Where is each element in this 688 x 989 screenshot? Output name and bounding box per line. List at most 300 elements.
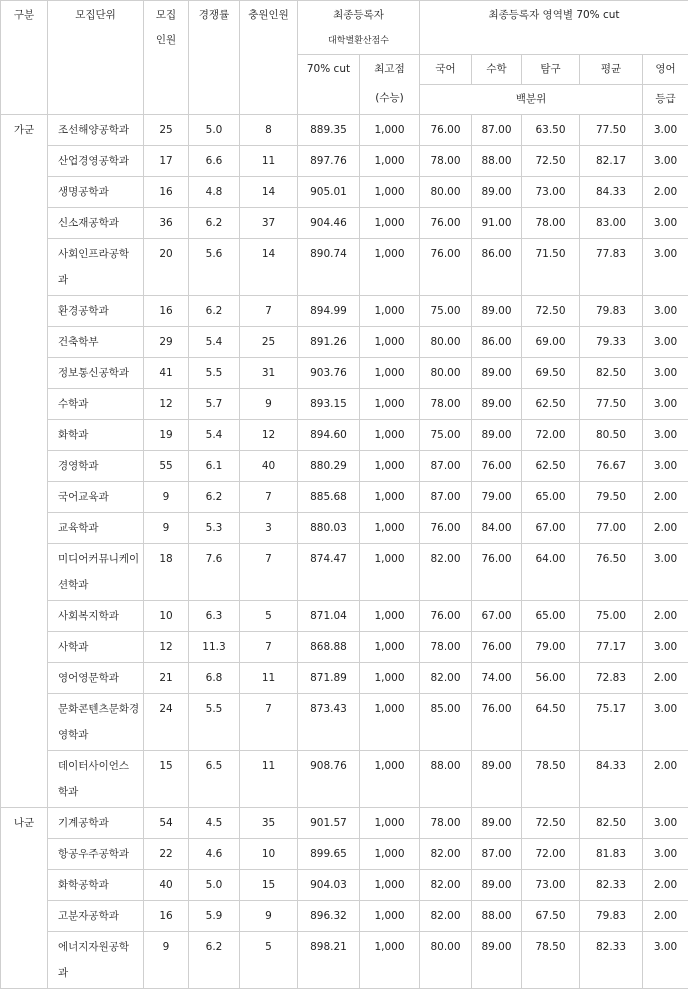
unit-name [48, 420, 144, 451]
max-cell: 1,000 [360, 901, 420, 932]
korean-cell: 82.00 [420, 839, 472, 870]
math-cell: 76.00 [472, 632, 522, 663]
table-row [1, 513, 688, 544]
math-cell: 74.00 [472, 663, 522, 694]
english-cell: 3.00 [643, 808, 688, 839]
unit-name-line: 교육학과 [58, 522, 99, 534]
cut70-cell: 896.32 [298, 901, 360, 932]
extra-cell: 11 [240, 146, 298, 177]
ratio-cell: 5.5 [189, 694, 240, 751]
english-cell: 3.00 [643, 239, 688, 296]
quota-cell: 29 [144, 327, 189, 358]
math-cell: 89.00 [472, 358, 522, 389]
avg-cell: 82.33 [580, 870, 643, 901]
table-row [1, 901, 688, 932]
max-cell: 1,000 [360, 177, 420, 208]
header-avg: 평균 [580, 55, 643, 85]
header-unit: 모집단위 [48, 1, 144, 115]
inquiry-cell: 79.00 [522, 632, 580, 663]
table-row [1, 451, 688, 482]
math-cell: 89.00 [472, 296, 522, 327]
inquiry-cell: 67.00 [522, 513, 580, 544]
inquiry-cell: 78.50 [522, 932, 580, 989]
ratio-cell: 5.4 [189, 327, 240, 358]
max-cell: 1,000 [360, 296, 420, 327]
korean-cell: 76.00 [420, 601, 472, 632]
table-row [1, 296, 688, 327]
math-cell: 89.00 [472, 420, 522, 451]
quota-cell: 16 [144, 177, 189, 208]
table-row [1, 932, 688, 989]
quota-cell: 12 [144, 632, 189, 663]
max-cell: 1,000 [360, 115, 420, 146]
avg-cell: 79.83 [580, 296, 643, 327]
cut70-cell: 908.76 [298, 751, 360, 808]
cut70-cell: 901.57 [298, 808, 360, 839]
avg-cell: 82.33 [580, 932, 643, 989]
header-inquiry: 탐구 [522, 55, 580, 85]
unit-name [48, 177, 144, 208]
header-korean: 국어 [420, 55, 472, 85]
unit-name [48, 451, 144, 482]
inquiry-cell: 78.50 [522, 751, 580, 808]
unit-name [48, 601, 144, 632]
unit-name-line: 환경공학과 [58, 305, 109, 317]
inquiry-cell: 73.00 [522, 177, 580, 208]
max-cell: 1,000 [360, 208, 420, 239]
cut70-cell: 880.03 [298, 513, 360, 544]
quota-cell: 36 [144, 208, 189, 239]
header-percentile: 백분위 [420, 85, 643, 115]
unit-name [48, 482, 144, 513]
quota-cell: 15 [144, 751, 189, 808]
table-row [1, 632, 688, 663]
group-label: 가군 [1, 115, 48, 808]
ratio-cell: 6.2 [189, 932, 240, 989]
english-cell: 3.00 [643, 839, 688, 870]
quota-cell: 9 [144, 482, 189, 513]
unit-name-line: 션학과 [58, 579, 88, 591]
korean-cell: 78.00 [420, 808, 472, 839]
english-cell: 3.00 [643, 358, 688, 389]
max-cell: 1,000 [360, 808, 420, 839]
cut70-cell: 889.35 [298, 115, 360, 146]
extra-cell: 7 [240, 694, 298, 751]
english-cell: 3.00 [643, 451, 688, 482]
korean-cell: 75.00 [420, 296, 472, 327]
header-math: 수학 [472, 55, 522, 85]
avg-cell: 83.00 [580, 208, 643, 239]
extra-cell: 37 [240, 208, 298, 239]
inquiry-cell: 69.00 [522, 327, 580, 358]
header-gubun: 구분 [1, 1, 48, 115]
avg-cell: 77.50 [580, 115, 643, 146]
cut70-cell: 871.04 [298, 601, 360, 632]
extra-cell: 11 [240, 663, 298, 694]
quota-cell: 18 [144, 544, 189, 601]
ratio-cell: 4.5 [189, 808, 240, 839]
ratio-cell: 5.6 [189, 239, 240, 296]
max-cell: 1,000 [360, 358, 420, 389]
ratio-cell: 6.1 [189, 451, 240, 482]
inquiry-cell: 72.00 [522, 420, 580, 451]
header-english: 영어 [643, 55, 688, 85]
quota-cell: 24 [144, 694, 189, 751]
cut70-cell: 880.29 [298, 451, 360, 482]
extra-cell: 5 [240, 932, 298, 989]
avg-cell: 82.50 [580, 358, 643, 389]
avg-cell: 79.83 [580, 901, 643, 932]
cut70-cell: 890.74 [298, 239, 360, 296]
avg-cell: 75.00 [580, 601, 643, 632]
unit-name [48, 544, 144, 601]
ratio-cell: 5.0 [189, 870, 240, 901]
quota-cell: 40 [144, 870, 189, 901]
korean-cell: 76.00 [420, 208, 472, 239]
cut70-cell: 891.26 [298, 327, 360, 358]
table-row [1, 601, 688, 632]
unit-name-line: 항공우주공학과 [58, 848, 129, 860]
english-cell: 2.00 [643, 870, 688, 901]
quota-cell: 55 [144, 451, 189, 482]
english-cell: 2.00 [643, 601, 688, 632]
extra-cell: 8 [240, 115, 298, 146]
quota-cell: 16 [144, 901, 189, 932]
unit-name-line: 신소재공학과 [58, 217, 119, 229]
inquiry-cell: 64.50 [522, 694, 580, 751]
ratio-cell: 5.3 [189, 513, 240, 544]
quota-cell: 25 [144, 115, 189, 146]
english-cell: 3.00 [643, 420, 688, 451]
cut70-cell: 893.15 [298, 389, 360, 420]
unit-name-line: 화학과 [58, 429, 88, 441]
avg-cell: 80.50 [580, 420, 643, 451]
ratio-cell: 6.6 [189, 146, 240, 177]
english-cell: 2.00 [643, 482, 688, 513]
max-cell: 1,000 [360, 146, 420, 177]
max-cell: 1,000 [360, 694, 420, 751]
unit-name-line: 기계공학과 [58, 817, 109, 829]
table-body [1, 115, 688, 989]
max-cell: 1,000 [360, 239, 420, 296]
max-cell: 1,000 [360, 601, 420, 632]
unit-name [48, 513, 144, 544]
math-cell: 89.00 [472, 177, 522, 208]
table-row [1, 544, 688, 601]
max-cell: 1,000 [360, 751, 420, 808]
avg-cell: 75.17 [580, 694, 643, 751]
unit-name [48, 239, 144, 296]
quota-cell: 16 [144, 296, 189, 327]
ratio-cell: 6.2 [189, 482, 240, 513]
math-cell: 76.00 [472, 694, 522, 751]
inquiry-cell: 65.00 [522, 601, 580, 632]
avg-cell: 77.17 [580, 632, 643, 663]
unit-name-line: 학과 [58, 786, 78, 798]
korean-cell: 82.00 [420, 544, 472, 601]
avg-cell: 79.33 [580, 327, 643, 358]
header-final: 최종등록자 대학별환산점수 [298, 1, 420, 55]
extra-cell: 7 [240, 482, 298, 513]
avg-cell: 72.83 [580, 663, 643, 694]
extra-cell: 14 [240, 239, 298, 296]
korean-cell: 82.00 [420, 901, 472, 932]
unit-name-line: 생명공학과 [58, 186, 109, 198]
unit-name-line: 사회복지학과 [58, 610, 119, 622]
header-cut70: 70% cut [298, 55, 360, 115]
unit-name-line: 과 [58, 967, 68, 979]
unit-name-line: 에너지자원공학 [58, 941, 129, 953]
cut70-cell: 905.01 [298, 177, 360, 208]
quota-cell: 21 [144, 663, 189, 694]
unit-name-line: 문화콘텐츠문화경 [58, 703, 139, 715]
inquiry-cell: 65.00 [522, 482, 580, 513]
math-cell: 89.00 [472, 932, 522, 989]
inquiry-cell: 64.00 [522, 544, 580, 601]
ratio-cell: 5.7 [189, 389, 240, 420]
cut70-cell: 899.65 [298, 839, 360, 870]
avg-cell: 82.50 [580, 808, 643, 839]
table-header [1, 1, 688, 115]
korean-cell: 80.00 [420, 327, 472, 358]
unit-name [48, 839, 144, 870]
extra-cell: 12 [240, 420, 298, 451]
unit-name-line: 영어영문학과 [58, 672, 119, 684]
korean-cell: 76.00 [420, 115, 472, 146]
header-max: 최고점 (수능) [360, 55, 420, 115]
math-cell: 76.00 [472, 451, 522, 482]
ratio-cell: 6.8 [189, 663, 240, 694]
extra-cell: 7 [240, 296, 298, 327]
quota-cell: 22 [144, 839, 189, 870]
english-cell: 3.00 [643, 694, 688, 751]
quota-cell: 12 [144, 389, 189, 420]
english-cell: 3.00 [643, 544, 688, 601]
inquiry-cell: 78.00 [522, 208, 580, 239]
math-cell: 91.00 [472, 208, 522, 239]
cut70-cell: 874.47 [298, 544, 360, 601]
math-cell: 89.00 [472, 751, 522, 808]
unit-name [48, 146, 144, 177]
math-cell: 88.00 [472, 146, 522, 177]
ratio-cell: 5.0 [189, 115, 240, 146]
max-cell: 1,000 [360, 544, 420, 601]
ratio-cell: 5.9 [189, 901, 240, 932]
korean-cell: 87.00 [420, 451, 472, 482]
cut70-cell: 871.89 [298, 663, 360, 694]
header-grade: 등급 [643, 85, 688, 115]
ratio-cell: 11.3 [189, 632, 240, 663]
inquiry-cell: 73.00 [522, 870, 580, 901]
unit-name [48, 694, 144, 751]
unit-name [48, 808, 144, 839]
inquiry-cell: 72.00 [522, 839, 580, 870]
unit-name-line: 화학공학과 [58, 879, 109, 891]
unit-name-line: 고분자공학과 [58, 910, 119, 922]
unit-name [48, 327, 144, 358]
max-cell: 1,000 [360, 482, 420, 513]
inquiry-cell: 67.50 [522, 901, 580, 932]
inquiry-cell: 56.00 [522, 663, 580, 694]
extra-cell: 5 [240, 601, 298, 632]
table-row [1, 808, 688, 839]
max-cell: 1,000 [360, 451, 420, 482]
korean-cell: 82.00 [420, 663, 472, 694]
max-cell: 1,000 [360, 932, 420, 989]
unit-name [48, 632, 144, 663]
max-cell: 1,000 [360, 389, 420, 420]
english-cell: 3.00 [643, 146, 688, 177]
math-cell: 79.00 [472, 482, 522, 513]
math-cell: 76.00 [472, 544, 522, 601]
cut70-cell: 903.76 [298, 358, 360, 389]
korean-cell: 82.00 [420, 870, 472, 901]
extra-cell: 11 [240, 751, 298, 808]
inquiry-cell: 72.50 [522, 296, 580, 327]
quota-cell: 54 [144, 808, 189, 839]
quota-cell: 9 [144, 513, 189, 544]
korean-cell: 85.00 [420, 694, 472, 751]
korean-cell: 78.00 [420, 389, 472, 420]
math-cell: 67.00 [472, 601, 522, 632]
avg-cell: 77.83 [580, 239, 643, 296]
english-cell: 2.00 [643, 513, 688, 544]
avg-cell: 84.33 [580, 177, 643, 208]
ratio-cell: 4.8 [189, 177, 240, 208]
extra-cell: 31 [240, 358, 298, 389]
unit-name [48, 296, 144, 327]
cut70-cell: 904.46 [298, 208, 360, 239]
extra-cell: 15 [240, 870, 298, 901]
unit-name [48, 358, 144, 389]
extra-cell: 14 [240, 177, 298, 208]
math-cell: 86.00 [472, 327, 522, 358]
header-area70: 최종등록자 영역별 70% cut [420, 1, 688, 55]
extra-cell: 40 [240, 451, 298, 482]
cut70-cell: 868.88 [298, 632, 360, 663]
unit-name-line: 수학과 [58, 398, 88, 410]
korean-cell: 88.00 [420, 751, 472, 808]
korean-cell: 80.00 [420, 932, 472, 989]
group-label: 나군 [1, 808, 48, 989]
unit-name-line: 조선해양공학과 [58, 124, 129, 136]
inquiry-cell: 71.50 [522, 239, 580, 296]
english-cell: 2.00 [643, 177, 688, 208]
extra-cell: 35 [240, 808, 298, 839]
table-row [1, 239, 688, 296]
table-row [1, 358, 688, 389]
avg-cell: 77.00 [580, 513, 643, 544]
unit-name [48, 870, 144, 901]
english-cell: 3.00 [643, 208, 688, 239]
unit-name [48, 208, 144, 239]
quota-cell: 17 [144, 146, 189, 177]
table-row [1, 663, 688, 694]
extra-cell: 7 [240, 632, 298, 663]
ratio-cell: 4.6 [189, 839, 240, 870]
max-cell: 1,000 [360, 513, 420, 544]
ratio-cell: 6.2 [189, 296, 240, 327]
unit-name-line: 국어교육과 [58, 491, 109, 503]
english-cell: 3.00 [643, 115, 688, 146]
math-cell: 87.00 [472, 839, 522, 870]
table-row [1, 327, 688, 358]
table-row [1, 208, 688, 239]
english-cell: 3.00 [643, 632, 688, 663]
quota-cell: 41 [144, 358, 189, 389]
max-cell: 1,000 [360, 870, 420, 901]
avg-cell: 81.83 [580, 839, 643, 870]
english-cell: 2.00 [643, 751, 688, 808]
english-cell: 2.00 [643, 901, 688, 932]
table-row [1, 115, 688, 146]
unit-name-line: 과 [58, 274, 68, 286]
extra-cell: 7 [240, 544, 298, 601]
unit-name-line: 영학과 [58, 729, 88, 741]
max-cell: 1,000 [360, 663, 420, 694]
table-row [1, 420, 688, 451]
cut70-cell: 885.68 [298, 482, 360, 513]
cut70-cell: 897.76 [298, 146, 360, 177]
table-row [1, 694, 688, 751]
korean-cell: 78.00 [420, 146, 472, 177]
korean-cell: 87.00 [420, 482, 472, 513]
cut70-cell: 873.43 [298, 694, 360, 751]
unit-name [48, 389, 144, 420]
header-ratio: 경쟁률 [189, 1, 240, 115]
math-cell: 88.00 [472, 901, 522, 932]
ratio-cell: 6.5 [189, 751, 240, 808]
ratio-cell: 7.6 [189, 544, 240, 601]
unit-name [48, 932, 144, 989]
inquiry-cell: 62.50 [522, 451, 580, 482]
cut70-cell: 894.60 [298, 420, 360, 451]
unit-name-line: 산업경영공학과 [58, 155, 129, 167]
ratio-cell: 6.2 [189, 208, 240, 239]
english-cell: 3.00 [643, 327, 688, 358]
extra-cell: 25 [240, 327, 298, 358]
unit-name-line: 사회인프라공학 [58, 248, 129, 260]
unit-name-line: 미디어커뮤니케이 [58, 553, 139, 565]
math-cell: 89.00 [472, 389, 522, 420]
ratio-cell: 5.4 [189, 420, 240, 451]
ratio-cell: 6.3 [189, 601, 240, 632]
inquiry-cell: 62.50 [522, 389, 580, 420]
avg-cell: 79.50 [580, 482, 643, 513]
unit-name-line: 경영학과 [58, 460, 99, 472]
inquiry-cell: 72.50 [522, 146, 580, 177]
avg-cell: 76.50 [580, 544, 643, 601]
korean-cell: 78.00 [420, 632, 472, 663]
math-cell: 87.00 [472, 115, 522, 146]
math-cell: 89.00 [472, 870, 522, 901]
unit-name-line: 데이터사이언스 [58, 760, 129, 772]
avg-cell: 84.33 [580, 751, 643, 808]
unit-name-line: 건축학부 [58, 336, 99, 348]
inquiry-cell: 72.50 [522, 808, 580, 839]
avg-cell: 82.17 [580, 146, 643, 177]
extra-cell: 3 [240, 513, 298, 544]
unit-name [48, 663, 144, 694]
extra-cell: 9 [240, 901, 298, 932]
korean-cell: 76.00 [420, 513, 472, 544]
unit-name [48, 751, 144, 808]
unit-name-line: 정보통신공학과 [58, 367, 129, 379]
quota-cell: 19 [144, 420, 189, 451]
math-cell: 84.00 [472, 513, 522, 544]
avg-cell: 76.67 [580, 451, 643, 482]
max-cell: 1,000 [360, 327, 420, 358]
